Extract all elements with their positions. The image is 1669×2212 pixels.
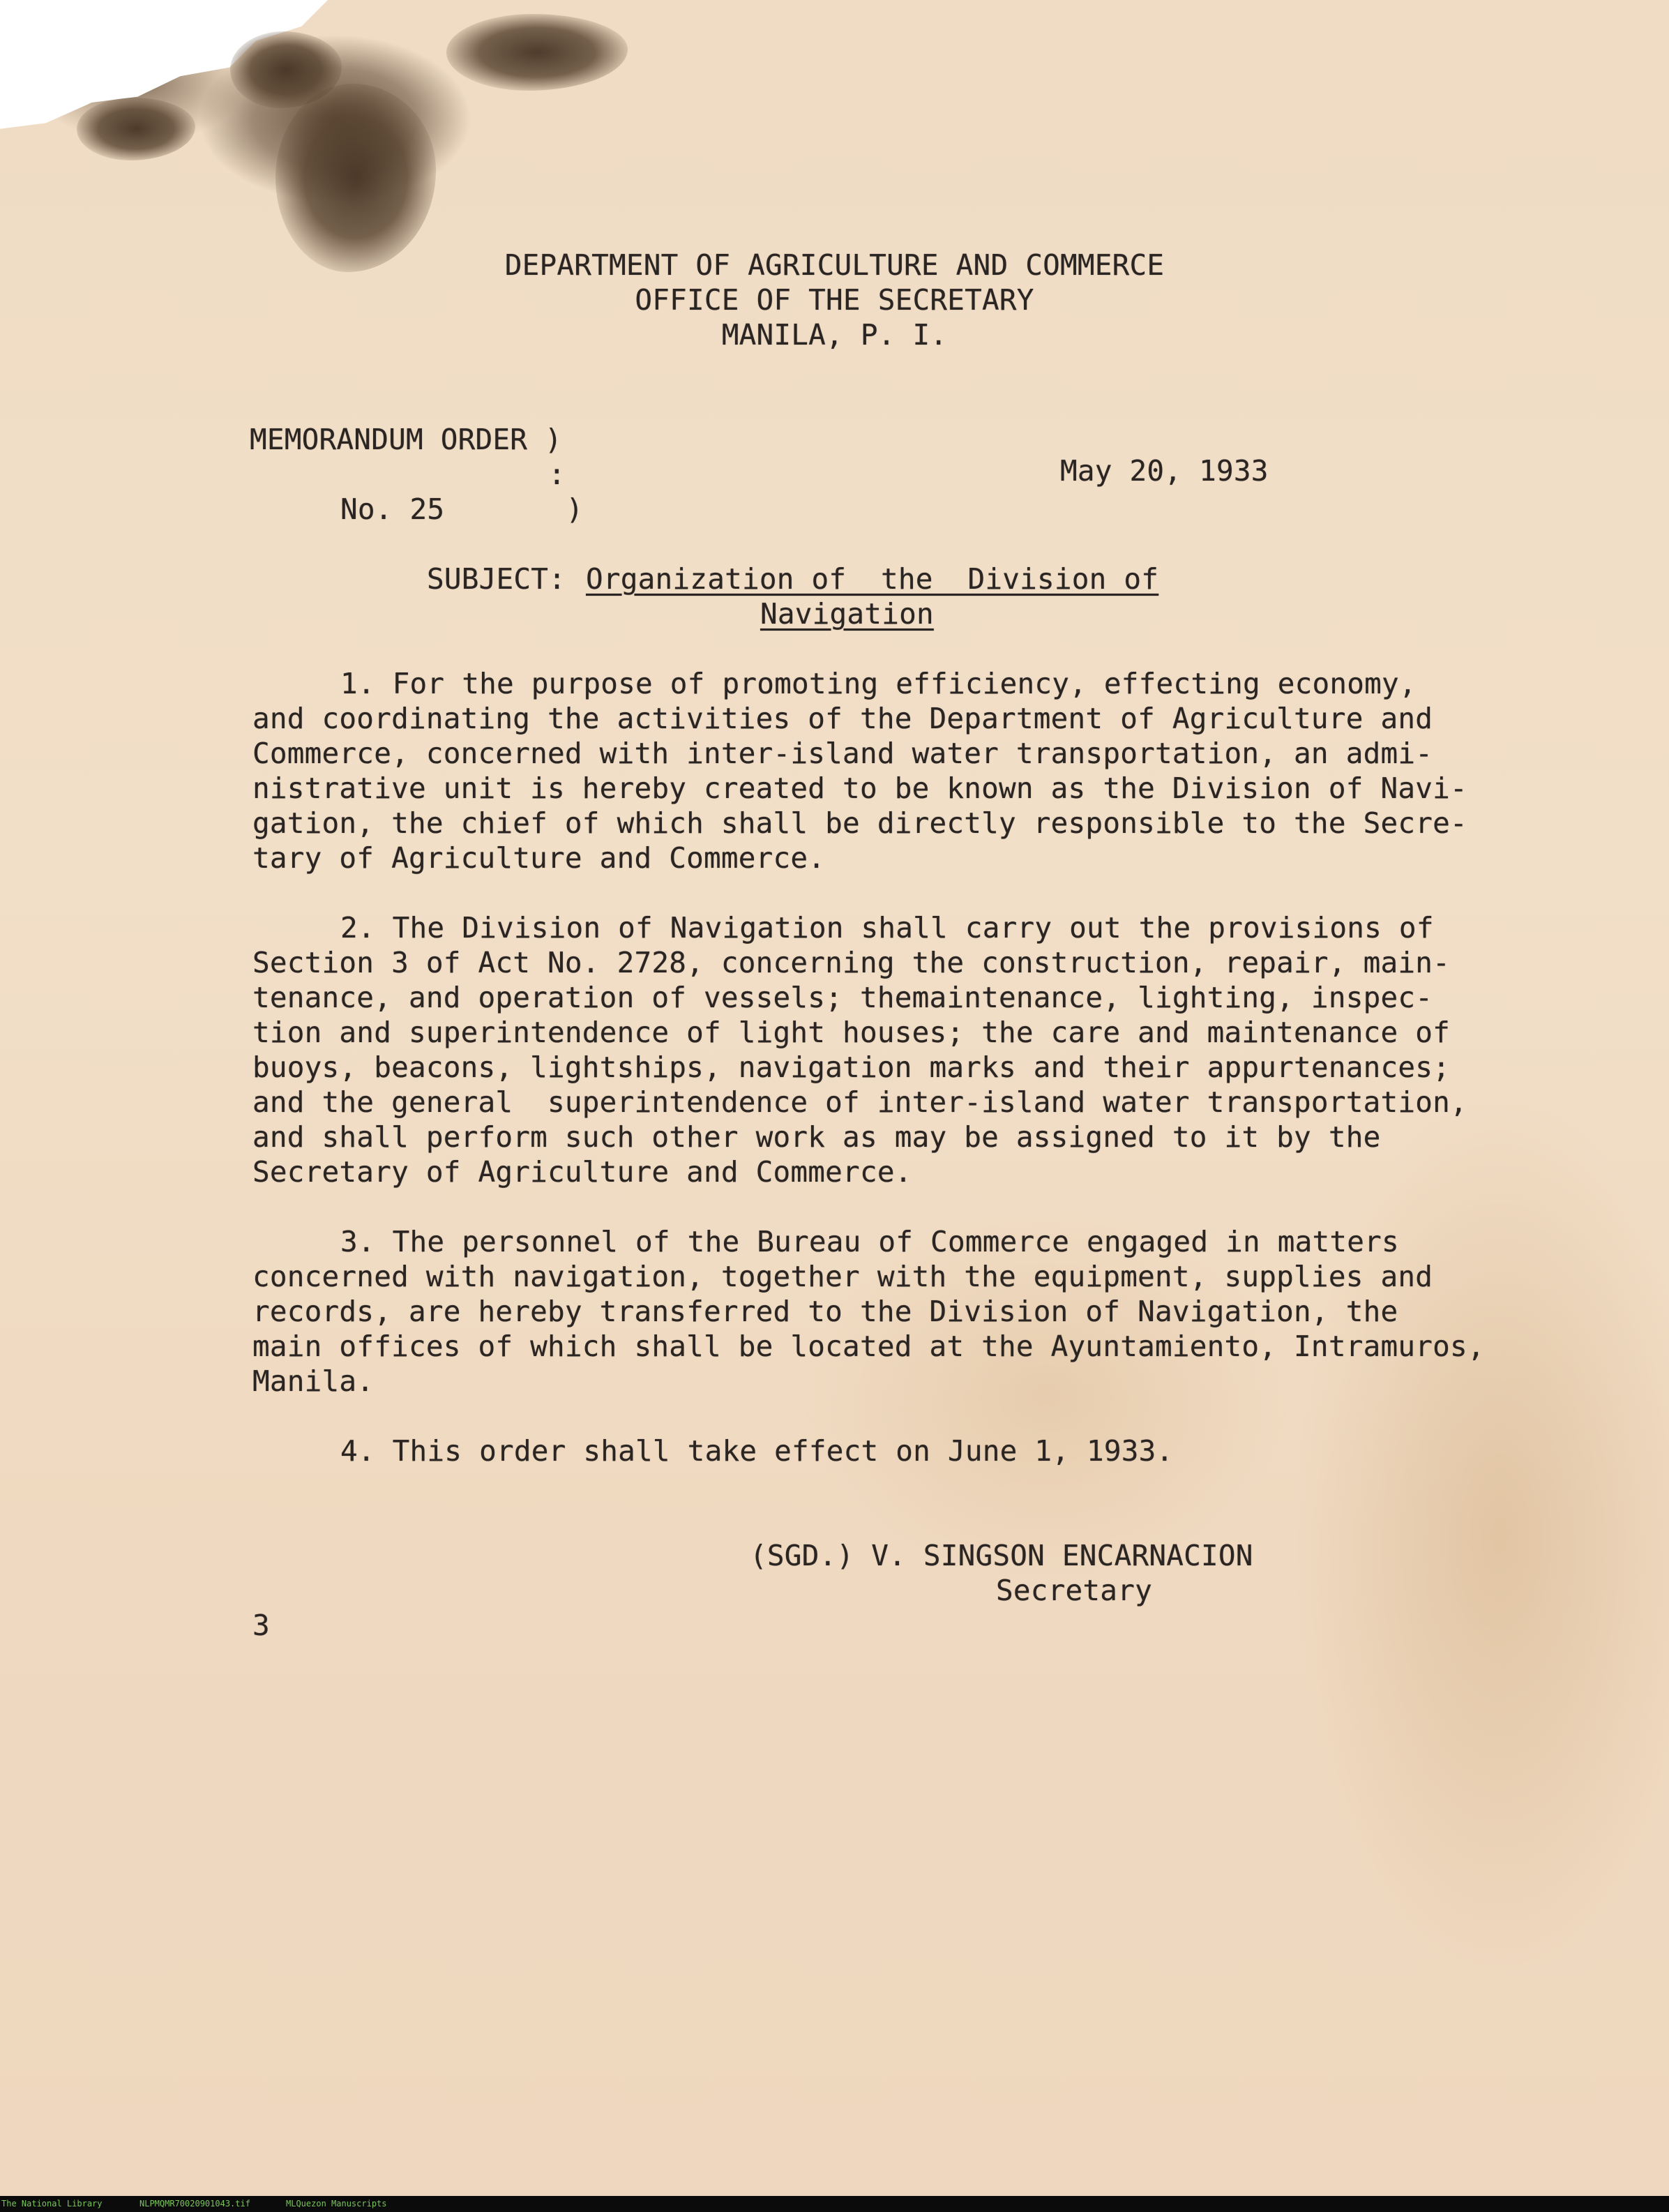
footer-library: The National Library	[1, 2199, 103, 2209]
letterhead-office: OFFICE OF THE SECRETARY	[635, 283, 1034, 317]
letterhead-city: MANILA, P. I.	[721, 318, 948, 352]
memorandum-order-label: MEMORANDUM ORDER )	[250, 423, 562, 456]
signature-name: (SGD.) V. SINGSON ENCARNACION	[750, 1539, 1253, 1572]
memorandum-order-number: No. 25 )	[340, 492, 584, 526]
subject-label: SUBJECT:	[427, 562, 566, 596]
paragraph-1-line: Commerce, concerned with inter-island water transportation, an admi-	[252, 737, 1433, 770]
paragraph-2-line: and shall perform such other work as may be assigned to it by the	[252, 1120, 1381, 1154]
paragraph-1-line: and coordinating the activities of the Department of Agriculture and	[252, 702, 1433, 735]
subject-line-2: Navigation	[760, 597, 934, 631]
footer-collection: MLQuezon Manuscripts	[286, 2199, 387, 2209]
paragraph-1-line: gation, the chief of which shall be directly responsible to the Secre-	[252, 806, 1467, 840]
subject-line-1: Organization of the Division of	[586, 562, 1159, 596]
paragraph-2-line: Secretary of Agriculture and Commerce.	[252, 1155, 912, 1189]
paragraph-2-line: tion and superintendence of light houses; the care and maintenance of	[252, 1016, 1451, 1049]
paragraph-2-line: tenance, and operation of vessels; themaintenance, lighting, inspec-	[252, 981, 1433, 1014]
paragraph-4-line: 4. This order shall take effect on June 1, 1933.	[340, 1434, 1174, 1468]
paragraph-3-line: Manila.	[252, 1364, 375, 1398]
paragraph-1-line: 1. For the purpose of promoting efficiency, effecting economy,	[340, 667, 1417, 700]
paragraph-3-line: concerned with navigation, together with the equipment, supplies and	[252, 1260, 1433, 1293]
paragraph-1-line: tary of Agriculture and Commerce.	[252, 841, 826, 875]
archive-footer	[0, 2196, 1669, 2212]
footer-filename: NLPMQMR70020901043.tif	[139, 2199, 250, 2209]
page-number: 3	[252, 1609, 270, 1642]
paragraph-3-line: 3. The personnel of the Bureau of Commerce engaged in matters	[340, 1225, 1399, 1258]
paragraph-3-line: records, are hereby transferred to the Division of Navigation, the	[252, 1295, 1398, 1328]
paragraph-2-line: 2. The Division of Navigation shall carry out the provisions of	[340, 911, 1434, 945]
signature-title: Secretary	[996, 1574, 1152, 1607]
paragraph-2-line: Section 3 of Act No. 2728, concerning the construction, repair, main-	[252, 946, 1451, 979]
paragraph-2-line: buoys, beacons, lightships, navigation marks and their appurtenances;	[252, 1051, 1451, 1084]
water-stain	[446, 14, 628, 91]
paragraph-3-line: main offices of which shall be located at the Ayuntamiento, Intramuros,	[252, 1330, 1485, 1363]
water-stain	[77, 98, 195, 160]
water-stain	[275, 84, 436, 272]
memorandum-date: May 20, 1933	[1060, 454, 1269, 488]
paragraph-2-line: and the general superintendence of inter-island water transportation,	[252, 1085, 1467, 1119]
paragraph-1-line: nistrative unit is hereby created to be known as the Division of Navi-	[252, 772, 1467, 805]
memorandum-order-colon: :	[548, 458, 566, 491]
letterhead-department: DEPARTMENT OF AGRICULTURE AND COMMERCE	[504, 248, 1165, 282]
